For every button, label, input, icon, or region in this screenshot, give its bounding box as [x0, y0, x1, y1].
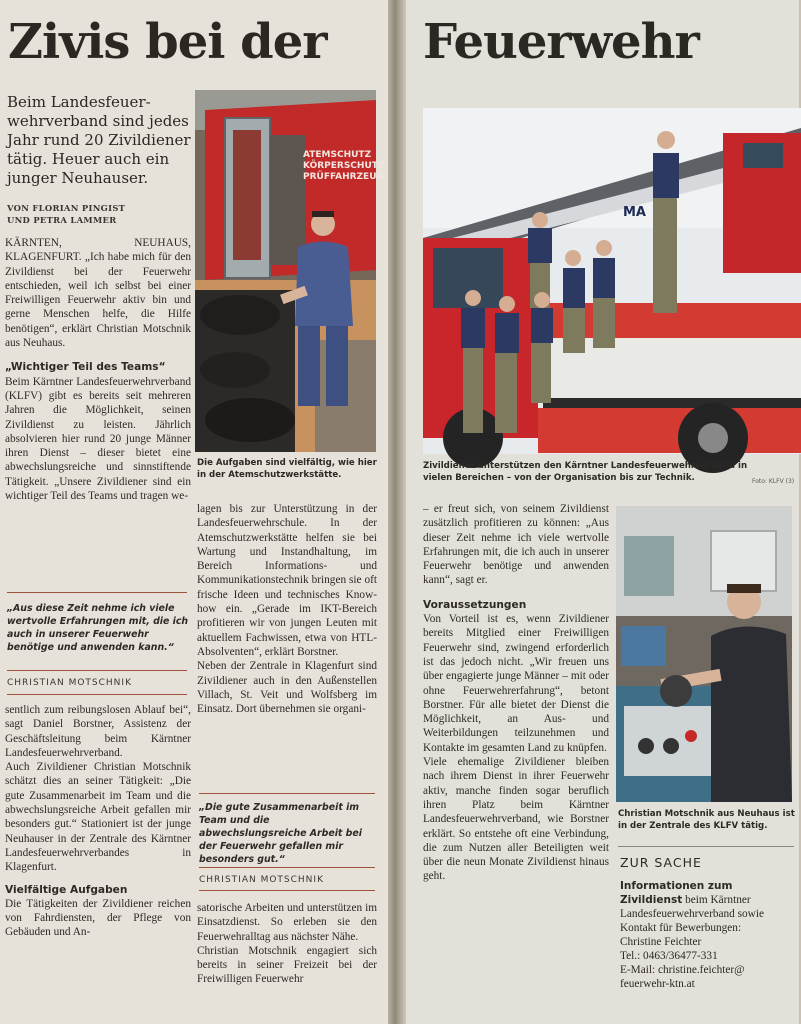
quote2-rule-bottom — [199, 890, 375, 891]
team-paragraph: Beim Kärntner Landesfeuerwehrverband (KLFV) gibt es bereits seit mehreren Jahren die Möglichkeit, seinen Zivildienst zu leisten. Jährlich absolvieren hier rund 20 junge Männer ihren Dienst – dieser bietet eine abwechslungsreiche und sinnstiftende Tätigkeit. „Unsere Zivildiener sind ein wichtiger Teil des Teams und tragen we- — [5, 375, 191, 503]
contact-phone: Tel.: 0463/36477-331 — [620, 950, 718, 962]
quote-author-1: CHRISTIAN MOTSCHNIK — [7, 678, 132, 688]
photo3-caption: Christian Motschnik aus Neuhaus ist in der Zentrale des KLFV tätig. — [618, 809, 795, 831]
col2-paragraph-4: Christian Motschnik engagiert sich bereits in seiner Freizeit bei der Freiwilligen Feuerwehr — [197, 944, 377, 986]
article-column-1-continued — [5, 703, 191, 940]
subhead-aufgaben: Vielfältige Aufgaben — [5, 883, 128, 896]
zur-sache-heading: ZUR SACHE — [620, 855, 702, 870]
photo-credit: Foto: KLFV (3) — [752, 478, 795, 485]
quote-author-2: CHRISTIAN MOTSCHNIK — [199, 875, 324, 885]
pull-quote-1: „Aus diese Zeit nehme ich viele wertvolle Erfahrungen mit, die ich auch in unserer Feuerwehr benötige und anwenden kann.“ — [7, 603, 189, 653]
page-gutter — [388, 0, 406, 1024]
quote2-rule-mid — [199, 867, 375, 868]
zur-sache-title: Informationen zum Zivildienst — [620, 880, 733, 906]
photo1-caption: Die Aufgaben sind vielfältig, wie hier in der Atemschutzwerkstätte. — [197, 458, 377, 480]
intro-paragraph: KÄRNTEN, NEUHAUS, KLAGENFURT. „Ich habe mich für den Zivildienst bei der Feuerwehr entschieden, weil ich selbst bei einer Freiwilligen Feuerwehr aktiv bin und gerne Menschen helfe, die Hilfe benötigen“, erklärt Christian Motschnik aus Neuhaus. — [5, 237, 191, 350]
zur-sache-text: beim Kärntner Landesfeuerwehrverband sowie Kontakt für Bewerbungen: — [620, 894, 764, 934]
byline-line1: VON FLORIAN PINGIST — [7, 203, 126, 213]
quote2-rule-top — [199, 793, 375, 794]
subhead-team: „Wichtiger Teil des Teams“ — [5, 361, 166, 374]
truck-illustration — [423, 108, 801, 454]
col3-paragraph-1: – er freut sich, von seinem Zivildienst zusätzlich profitieren zu können: „Aus dieser Zeit nehme ich viele wertvolle Erfahrungen mit, die ich auch in unserer Feuerwehr benötige und anwenden kann“, sagt er. — [423, 503, 609, 587]
truck-sign-line1: ATEMSCHUTZ — [303, 150, 372, 160]
quote-rule-top — [7, 592, 187, 593]
truck-sign-line3: PRÜFFAHRZEUG — [303, 172, 384, 182]
photo-christian-motschnik — [616, 506, 792, 802]
headline-left: Zivis bei der — [8, 14, 327, 70]
truck-lettering: MA — [623, 205, 646, 220]
article-column-2-continued — [197, 901, 377, 987]
article-column-1 — [5, 236, 191, 503]
col3-paragraph-3: Viele ehemalige Zivildiener bleiben nach ihrem Dienst in ihrer Feuerwehr aktiv, manche finden sogar beruflich ihren Platz beim Kärntner Landesfeuerwehrverband, wie Borstner erklärt. So entstehe oft eine Verbindung, die zum Nutzen aller Beteiligten weit über die neun Monate Zivildienst hinaus geht. — [423, 756, 609, 883]
truck-sign-line2: KÖRPERSCHUTZ — [303, 161, 385, 171]
right-page — [406, 0, 799, 1024]
article-column-2 — [197, 502, 377, 716]
workstation-illustration — [616, 506, 792, 802]
photo-atemschutz-workshop — [195, 90, 385, 452]
col2-paragraph-1: lagen bis zur Unterstützung in der Landesfeuerwehrschule. In der Atemschutzwerkstätte helfen sie bei Wartung und Instandhaltung, im Bereich Informations- und Kommunikationstechnik bringen sie oft frische Ideen und technisches Know-how ein. „Gerade im IKT-Bereich profitieren wir von jungen Leuten mit aktuellem Fachwissen, etwa von HTL-Absolventen“, erklärt Borstner. — [197, 503, 377, 658]
col2-paragraph-3: satorische Arbeiten und unterstützen im Einsatzdienst. So erleben sie den Feuerwehralltag aus nächster Nähe. — [197, 902, 377, 943]
col3-paragraph-2: Von Vorteil ist es, wenn Zivildiener bereits Mitglied einer Freiwilligen Feuerwehr sind, zwingend erforderlich ist das jedoch nicht. „Wir freuen uns über engagierte junge Männer – mit oder ohne Feuerwehrerfahrung“, betont Borstner. Für alle bietet der Dienst die Möglichkeit, an Aus- und Weiterbildungen teilzunehmen und Kontakte im gesamten Land zu knüpfen. — [423, 613, 609, 754]
col2-paragraph-2: Neben der Zentrale in Klagenfurt sind Zivildiener auch in den Außenstellen Villach, St. Veit und Wolfsberg im Einsatz. Dort übernehmen sie organi- — [197, 660, 377, 716]
photo2-caption: Zivildiener unterstützen den Kärntner Landesfeuerwehrverband in vielen Bereichen – von der Organisation bis zur Technik. — [423, 461, 748, 483]
subhead-voraussetzungen: Voraussetzungen — [423, 598, 527, 611]
lead-paragraph: Beim Landesfeuerwehrverband sind jedes Jahr rund 20 Zivildiener tätig. Heuer auch ein junger Neuhauser. — [7, 93, 191, 187]
left-page — [0, 0, 388, 1024]
article-column-3 — [423, 502, 609, 884]
aufgaben-paragraph: Die Tätigkeiten der Zivildiener reichen von Fahrdiensten, der Pflege von Gebäuden und An- — [5, 897, 191, 939]
byline — [7, 202, 191, 226]
pull-quote-2: „Die gute Zusammenarbeit im Team und die abwechslungsreiche Arbeit bei der Feuerwehr gefallen mir besonders gut.“ — [199, 802, 362, 865]
workshop-illustration — [195, 90, 385, 452]
borstner-paragraph: sentlich zum reibungslosen Ablauf bei“, sagt Daniel Borstner, Assistenz der Geschäftsleitung beim Kärntner Landesfeuerwehrverband. — [5, 704, 191, 759]
zur-sache-info — [620, 879, 796, 991]
quote-rule-mid — [7, 670, 187, 671]
quote-rule-bottom — [7, 694, 187, 695]
zur-sache-rule — [618, 846, 794, 847]
photo-team-on-truck — [423, 108, 801, 454]
contact-email[interactable]: E-Mail: christine.feichter@ feuerwehr-ktn.at — [620, 964, 745, 990]
headline-right: Feuerwehr — [423, 14, 699, 70]
motschnik-paragraph: Auch Zivildiener Christian Motschnik schätzt dies an seiner Tätigkeit: „Die gute Zusammenarbeit im Team und die abwechslungsreiche Arbeit gefallen mir besonders gut.“ Stationiert ist der junge Neuhauser in der Zentrale des Kärntner Landesfeuerwehrverbandes in Klagenfurt. — [5, 761, 191, 874]
byline-line2: UND PETRA LAMMER — [7, 215, 117, 225]
contact-name: Christine Feichter — [620, 936, 702, 948]
